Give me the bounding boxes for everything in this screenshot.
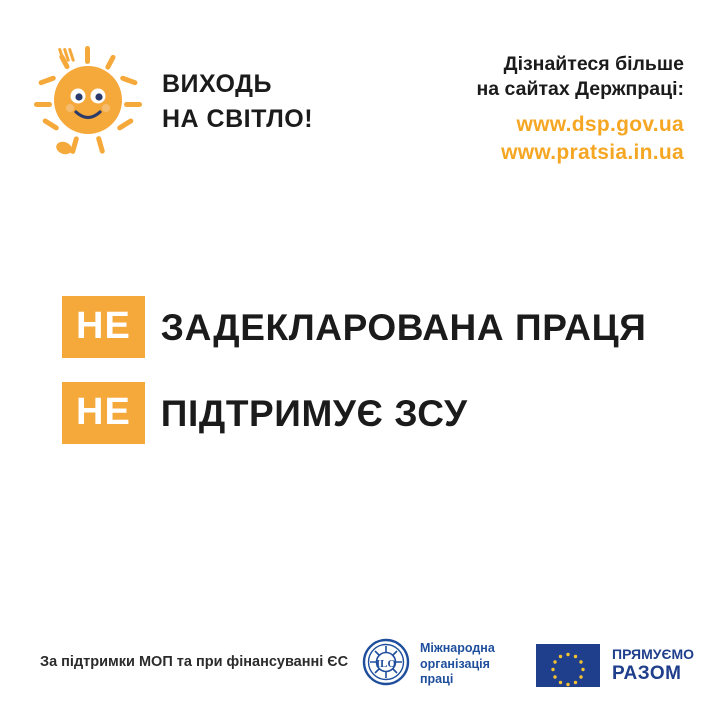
website-links xyxy=(476,111,684,166)
eu-logo-text xyxy=(612,646,694,686)
eu-text-line-1: ПРЯМУЄМО xyxy=(612,645,694,662)
header xyxy=(0,38,720,168)
ilo-logo-block xyxy=(362,638,495,691)
ilo-text-line-3: праці xyxy=(420,672,454,687)
eu-logo-block xyxy=(536,644,694,687)
eu-text-line-2: РАЗОМ xyxy=(612,662,682,684)
slogan-badge: НЕ xyxy=(62,382,145,444)
slogan-block xyxy=(62,296,646,468)
ilo-emblem-icon xyxy=(362,638,410,691)
ilo-text-line-1: Міжнародна xyxy=(420,641,495,656)
contact-line-1: Дізнайтеся більше xyxy=(503,53,684,75)
website-link-pratsia[interactable]: www.pratsia.in.ua xyxy=(501,140,684,164)
funding-note: За підтримки МОП та при фінансуванні ЄС xyxy=(40,654,349,670)
contact-block xyxy=(476,52,684,166)
brand-line-2: НА СВІТЛО! xyxy=(162,105,314,133)
website-link-dsp[interactable]: www.dsp.gov.ua xyxy=(516,112,684,136)
slogan-badge: НЕ xyxy=(62,296,145,358)
ilo-text-line-2: організація xyxy=(420,656,490,671)
slogan-row xyxy=(62,296,646,358)
contact-line-2: на сайтах Держпраці: xyxy=(476,77,684,100)
svg-text:ILO: ILO xyxy=(375,658,397,670)
sun-mascot-icon xyxy=(32,44,144,156)
brand-lockup xyxy=(32,44,313,156)
slogan-text: ЗАДЕКЛАРОВАНА ПРАЦЯ xyxy=(160,306,647,348)
brand-text xyxy=(162,68,313,132)
ilo-logo-text xyxy=(420,641,495,688)
slogan-row xyxy=(62,382,646,444)
brand-line-1: ВИХОДЬ xyxy=(162,70,272,98)
slogan-text: ПІДТРИМУЄ ЗСУ xyxy=(160,392,468,434)
eu-flag-icon xyxy=(536,644,600,687)
footer xyxy=(0,632,720,692)
